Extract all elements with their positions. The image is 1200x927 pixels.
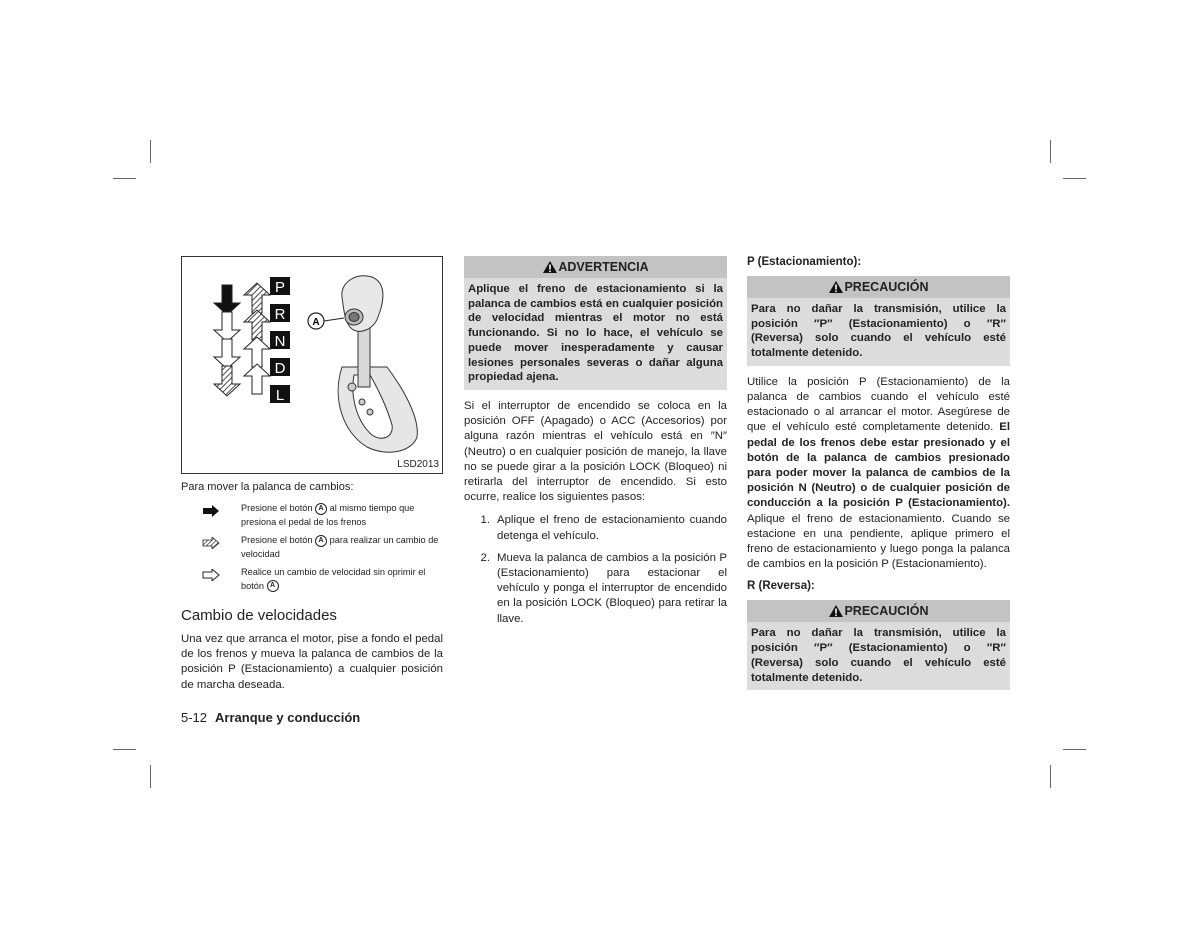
shift-lever-drawing bbox=[338, 276, 417, 453]
button-marker: A bbox=[312, 317, 320, 328]
gear-label-r: R bbox=[274, 306, 286, 323]
caution-box bbox=[747, 276, 1010, 366]
page-number: 5-12 bbox=[181, 710, 208, 725]
warning-box bbox=[464, 256, 727, 390]
section-title: Cambio de velocidades bbox=[181, 607, 337, 624]
p-text: Utilice la posición P (Estacionamiento) de la palanca de cambios cuando el vehículo esté estacionado o al arrancar el motor. Asegúrese de que el vehículo esté completamente detenido. bbox=[747, 375, 1010, 434]
middle-column bbox=[464, 256, 727, 634]
figure-caption: Para mover la palanca de cambios: bbox=[181, 481, 354, 493]
gear-label-p: P bbox=[274, 279, 286, 296]
warning-triangle-icon bbox=[828, 604, 844, 618]
caution-title: PRECAUCIÓN bbox=[844, 280, 929, 294]
gear-label-d: D bbox=[274, 360, 286, 377]
p-heading: P (Estacionamiento): bbox=[747, 256, 862, 268]
crop-mark bbox=[1063, 178, 1086, 179]
warning-text: Aplique el freno de estacionamiento si la palanca de cambios está en cualquier posición de velocidad mientras el motor no está funcionando. Si no lo hace, el vehículo se puede mover inesperadamente y causar lesiones personales severas o dañar alguna propiedad ajena. bbox=[468, 283, 723, 384]
figure-code: LSD2013 bbox=[397, 459, 439, 470]
warning-triangle-icon bbox=[542, 260, 558, 274]
step-text: Aplique el freno de estacionamiento cuando detenga el vehículo. bbox=[497, 514, 727, 542]
left-column bbox=[181, 256, 443, 693]
button-marker-inline: A bbox=[315, 503, 327, 515]
right-column bbox=[747, 256, 1010, 699]
legend-text: Realice un cambio de velocidad sin oprimir el botón bbox=[241, 567, 426, 591]
crop-mark bbox=[1050, 765, 1051, 788]
page-footer bbox=[181, 710, 360, 725]
hatched-arrow-icon bbox=[181, 534, 241, 549]
legend-text: Presione el botón bbox=[241, 535, 313, 545]
crop-mark bbox=[113, 749, 136, 750]
gear-label-n: N bbox=[274, 333, 286, 350]
crop-mark bbox=[113, 178, 136, 179]
crop-mark bbox=[1063, 749, 1086, 750]
list-item bbox=[464, 551, 727, 627]
chapter-title: Arranque y conducción bbox=[215, 710, 361, 725]
button-marker-inline: A bbox=[267, 580, 279, 592]
crop-mark bbox=[150, 765, 151, 788]
outline-arrow-icon bbox=[181, 566, 241, 581]
gear-labels bbox=[270, 277, 290, 404]
button-marker-inline: A bbox=[315, 535, 327, 547]
shift-lever-figure bbox=[181, 256, 443, 474]
r-heading: R (Reversa): bbox=[747, 580, 815, 593]
legend-item bbox=[181, 534, 443, 561]
shift-pattern-diagram bbox=[182, 257, 442, 473]
list-item bbox=[464, 513, 727, 543]
legend-text: al mismo tiempo que presiona el pedal de los frenos bbox=[241, 503, 415, 527]
steps-list bbox=[464, 513, 727, 626]
gear-label-l: L bbox=[275, 387, 285, 404]
legend-item bbox=[181, 566, 443, 593]
crop-mark bbox=[150, 140, 151, 163]
legend-item bbox=[181, 502, 443, 529]
step-number: 2. bbox=[480, 551, 490, 564]
warning-title: ADVERTENCIA bbox=[558, 260, 649, 274]
p-paragraph bbox=[747, 375, 1010, 573]
legend-text: Presione el botón bbox=[241, 503, 313, 513]
caution-title: PRECAUCIÓN bbox=[844, 604, 929, 619]
paragraph: Si el interruptor de encendido se coloca en la posición OFF (Apagado) o ACC (Accesorios) por alguna razón mientras el vehículo está en ″N″ (Neutro) o en cualquier posición de manejo, la llave no se puede girar a la posición LOCK (Bloqueo) ni retirarla del interruptor de encendido. Si esto ocurre, realice los siguientes pasos: bbox=[464, 399, 727, 504]
solid-arrow-icon bbox=[181, 502, 241, 517]
caution-box bbox=[747, 600, 1010, 690]
p-text: Aplique el freno de estacionamiento. Cuando se estacione en una pendiente, aplique primero el freno de estacionamiento y luego ponga la palanca de cambios en la posición P (Estacionamiento). bbox=[747, 512, 1010, 571]
legend-text: para realizar un cambio de velocidad bbox=[241, 535, 439, 559]
caution-text: Para no dañar la transmisión, utilice la posición ″P″ (Estacionamiento) o ″R″ (Reversa) solo cuando el vehículo esté totalmente detenido. bbox=[751, 627, 1006, 684]
step-text: Mueva la palanca de cambios a la posición P (Estacionamiento) para estacionar el vehículo y ponga el interruptor de encendido en la posición LOCK (Bloqueo) para retirar la llave. bbox=[497, 551, 727, 625]
step-number: 1. bbox=[480, 514, 490, 527]
crop-mark bbox=[1050, 140, 1051, 163]
p-text-bold: El pedal de los frenos debe estar presionado y el botón de la palanca de cambios presionado para poder mover la palanca de cambios de la posición N (Neutro) o de cualquier posición de conducción a la posición P (Estacionamiento). bbox=[747, 421, 1010, 510]
section-text: Una vez que arranca el motor, pise a fondo el pedal de los frenos y mueva la palanca de cambios de la posición P (Estacionamiento) a cualquier posición de marcha deseada. bbox=[181, 633, 443, 691]
caution-text: Para no dañar la transmisión, utilice la posición ″P″ (Estacionamiento) o ″R″ (Reversa) solo cuando el vehículo esté totalmente detenido. bbox=[751, 303, 1006, 360]
warning-triangle-icon bbox=[828, 280, 844, 294]
